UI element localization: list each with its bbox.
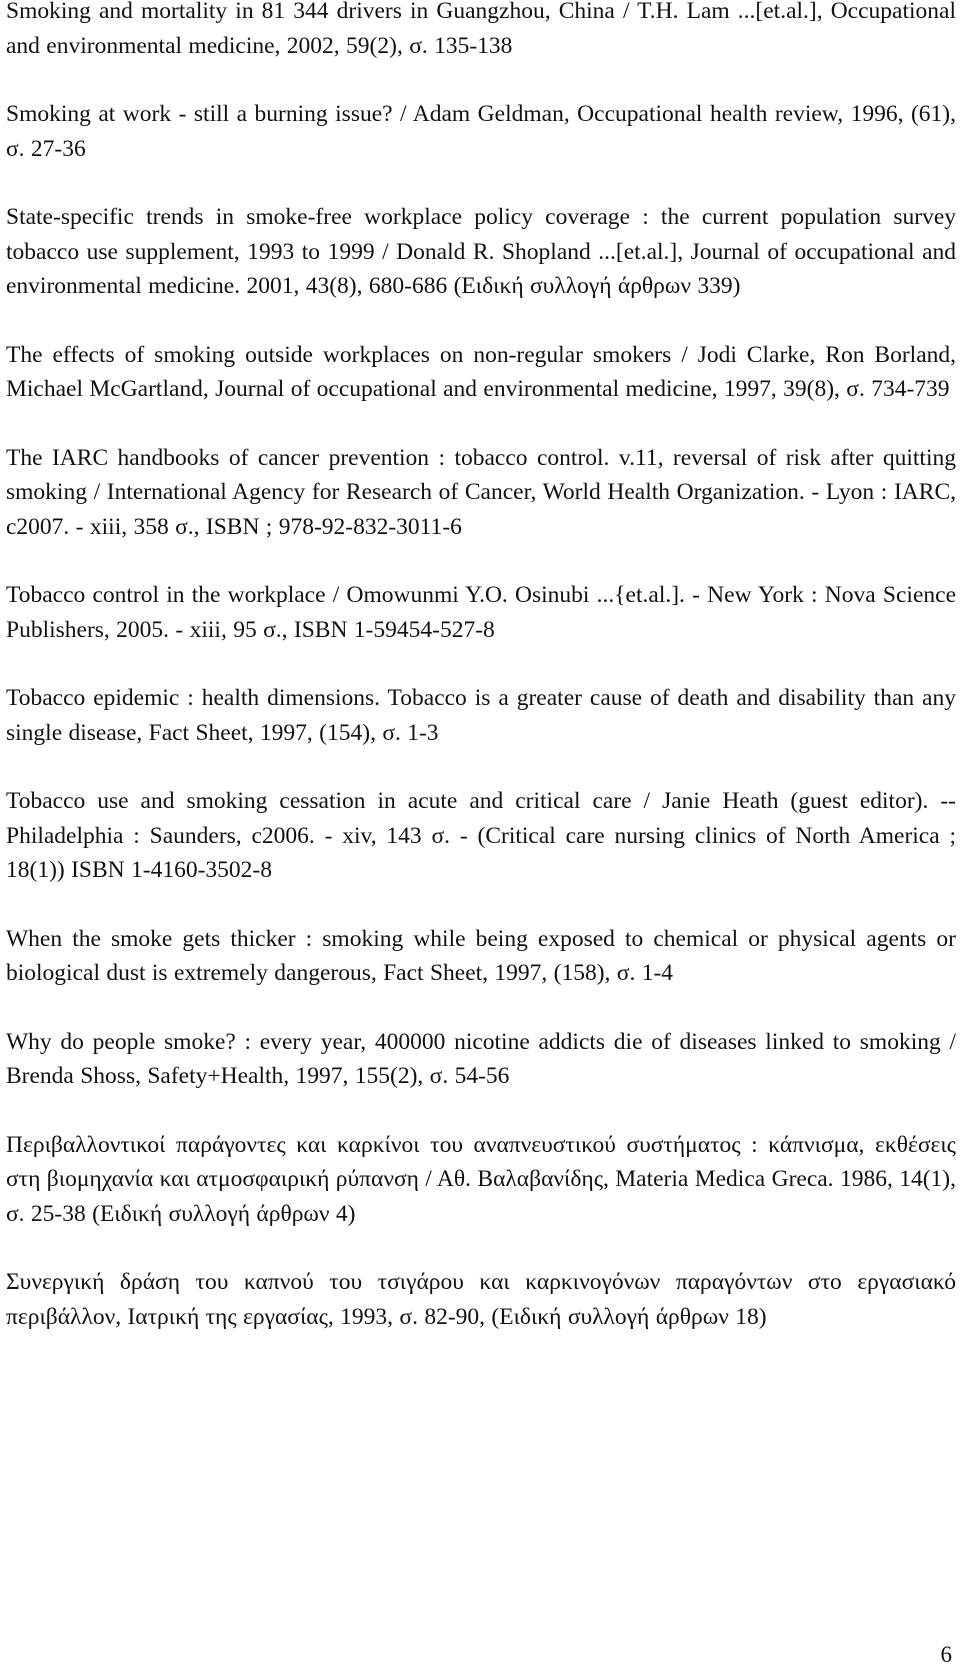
- bibliography-entry: When the smoke gets thicker : smoking while being exposed to chemical or physical agents or biological dust is extremely dangerous, Fact Sheet, 1997, (158), σ. 1-4: [6, 925, 956, 986]
- bibliography-entry: Περιβαλλοντικοί παράγοντες και καρκίνοι του αναπνευστικού συστήματος : κάπνισμα, εκθέσεις στη βιομηχανία και ατμοσφαιρική ρύπανση / Αθ. Βαλαβανίδης, Materia Medica Greca. 1986, 14(1), σ. 25-38 (Ειδική συλλογή άρθρων 4): [6, 1131, 956, 1227]
- bibliography-entry: Tobacco epidemic : health dimensions. Tobacco is a greater cause of death and disability than any single disease, Fact Sheet, 1997, (154), σ. 1-3: [6, 685, 956, 746]
- bibliography-entry: State-specific trends in smoke-free workplace policy coverage : the current population survey tobacco use supplement, 1993 to 1999 / Donald R. Shopland ...[et.al.], Journal of occupational and environmental medicine. 2001, 43(8), 680-686 (Ειδική συλλογή άρθρων 339): [6, 204, 956, 299]
- bibliography-entry: Tobacco use and smoking cessation in acute and critical care / Janie Heath (guest editor). -- Philadelphia : Saunders, c2006. - xiv, 143 σ. - (Critical care nursing clinics of North America ; 18(1)) ISBN 1-4160-3502-8: [6, 788, 956, 883]
- page-number: 6: [940, 1642, 952, 1667]
- bibliography-entry: Why do people smoke? : every year, 400000 nicotine addicts die of diseases linked to smoking / Brenda Shoss, Safety+Health, 1997, 155(2), σ. 54-56: [6, 1028, 956, 1089]
- bibliography-entry: The effects of smoking outside workplaces on non-regular smokers / Jodi Clarke, Ron Borland, Michael McGartland, Journal of occupational and environmental medicine, 1997, 39(8), σ. 734-739: [6, 341, 956, 402]
- bibliography-entry: Συνεργική δράση του καπνού του τσιγάρου και καρκινογόνων παραγόντων στο εργασιακό περιβάλλον, Ιατρική της εργασίας, 1993, σ. 82-90, (Ειδική συλλογή άρθρων 18): [6, 1269, 956, 1330]
- bibliography-entry: Smoking and mortality in 81 344 drivers in Guangzhou, China / T.H. Lam ...[et.al.], Occupational and environmental medicine, 2002, 59(2), σ. 135-138: [6, 0, 956, 59]
- bibliography-entry: Tobacco control in the workplace / Omowunmi Y.O. Osinubi ...{et.al.]. - New York : Nova Science Publishers, 2005. - xiii, 95 σ., ISBN 1-59454-527-8: [6, 582, 956, 643]
- bibliography-entry: Smoking at work - still a burning issue? / Adam Geldman, Occupational health review, 1996, (61), σ. 27-36: [6, 101, 956, 162]
- bibliography-entry: The IARC handbooks of cancer prevention : tobacco control. v.11, reversal of risk after quitting smoking / International Agency for Research of Cancer, World Health Organization. - Lyon : IARC, c2007. - xiii, 358 σ., ISBN ; 978-92-832-3011-6: [6, 444, 956, 540]
- bibliography-list: [6, 0, 956, 1368]
